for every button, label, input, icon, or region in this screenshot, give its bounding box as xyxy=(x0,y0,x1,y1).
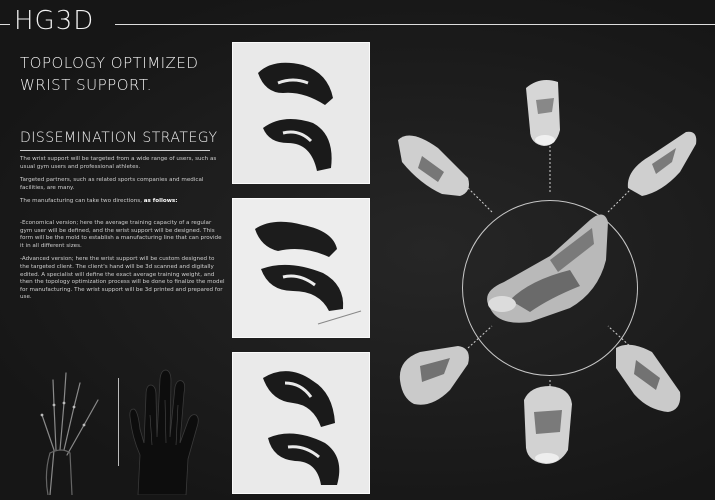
section-rule xyxy=(20,150,210,151)
print-photo-3-image xyxy=(233,353,370,494)
glove-hand-image xyxy=(130,370,198,495)
render-lower-left xyxy=(400,346,469,405)
paragraph-economical: -Economical version; here the average training capacity of a regular gym user will be defined, and the wrist support will be designed. This form will be the mold to establish a manufacturing line that can provide it in all different sizes. xyxy=(20,219,222,249)
hand-illustrations xyxy=(20,355,220,495)
hand-divider xyxy=(118,378,119,466)
header-rule-left xyxy=(0,24,10,25)
render-lower-right xyxy=(616,345,680,412)
print-photo-2-image xyxy=(233,199,370,338)
title-line-1: TOPOLOGY OPTIMIZED xyxy=(20,54,199,72)
print-photo-1 xyxy=(232,42,370,184)
render-upper-left xyxy=(398,136,469,197)
title-line-2: WRIST SUPPORT. xyxy=(20,76,153,94)
center-render xyxy=(487,214,608,322)
paragraph-manufacturing xyxy=(20,198,225,206)
print-photo-1-image xyxy=(233,43,370,184)
section-heading: DISSEMINATION STRATEGY xyxy=(20,130,218,146)
poster-title xyxy=(20,52,220,96)
render-top xyxy=(526,80,560,146)
render-upper-right xyxy=(628,132,696,196)
paragraph-target-users: The wrist support will be targeted from a wide range of users, such as usual gym users and professional athletes. xyxy=(20,156,217,170)
manufacturing-emphasis: as follows: xyxy=(143,198,178,205)
render-diagram xyxy=(380,60,715,500)
section-body xyxy=(20,156,225,308)
print-photo-3 xyxy=(232,352,370,494)
print-photo-2 xyxy=(232,198,370,338)
paragraph-advanced: -Advanced version; here the wrist support will be custom designed to the targeted client. The client's hand will be 3d scanned and digitally edited. A specialist will define the exact average training weight, and then the topology optimization process will be done to finalize the model for manufacturing. The wrist support will be 3d printed and prepared for use. xyxy=(20,256,225,301)
render-bottom xyxy=(524,386,572,464)
manufacturing-text: The manufacturing can take two directions, xyxy=(20,198,144,205)
wireframe-hand-image xyxy=(41,373,98,495)
paragraph-partners: Targeted partners, such as related sports companies and medical facilities, are many. xyxy=(20,177,204,191)
brand-logo: HG3D xyxy=(14,6,95,36)
header-rule-right xyxy=(115,24,715,25)
